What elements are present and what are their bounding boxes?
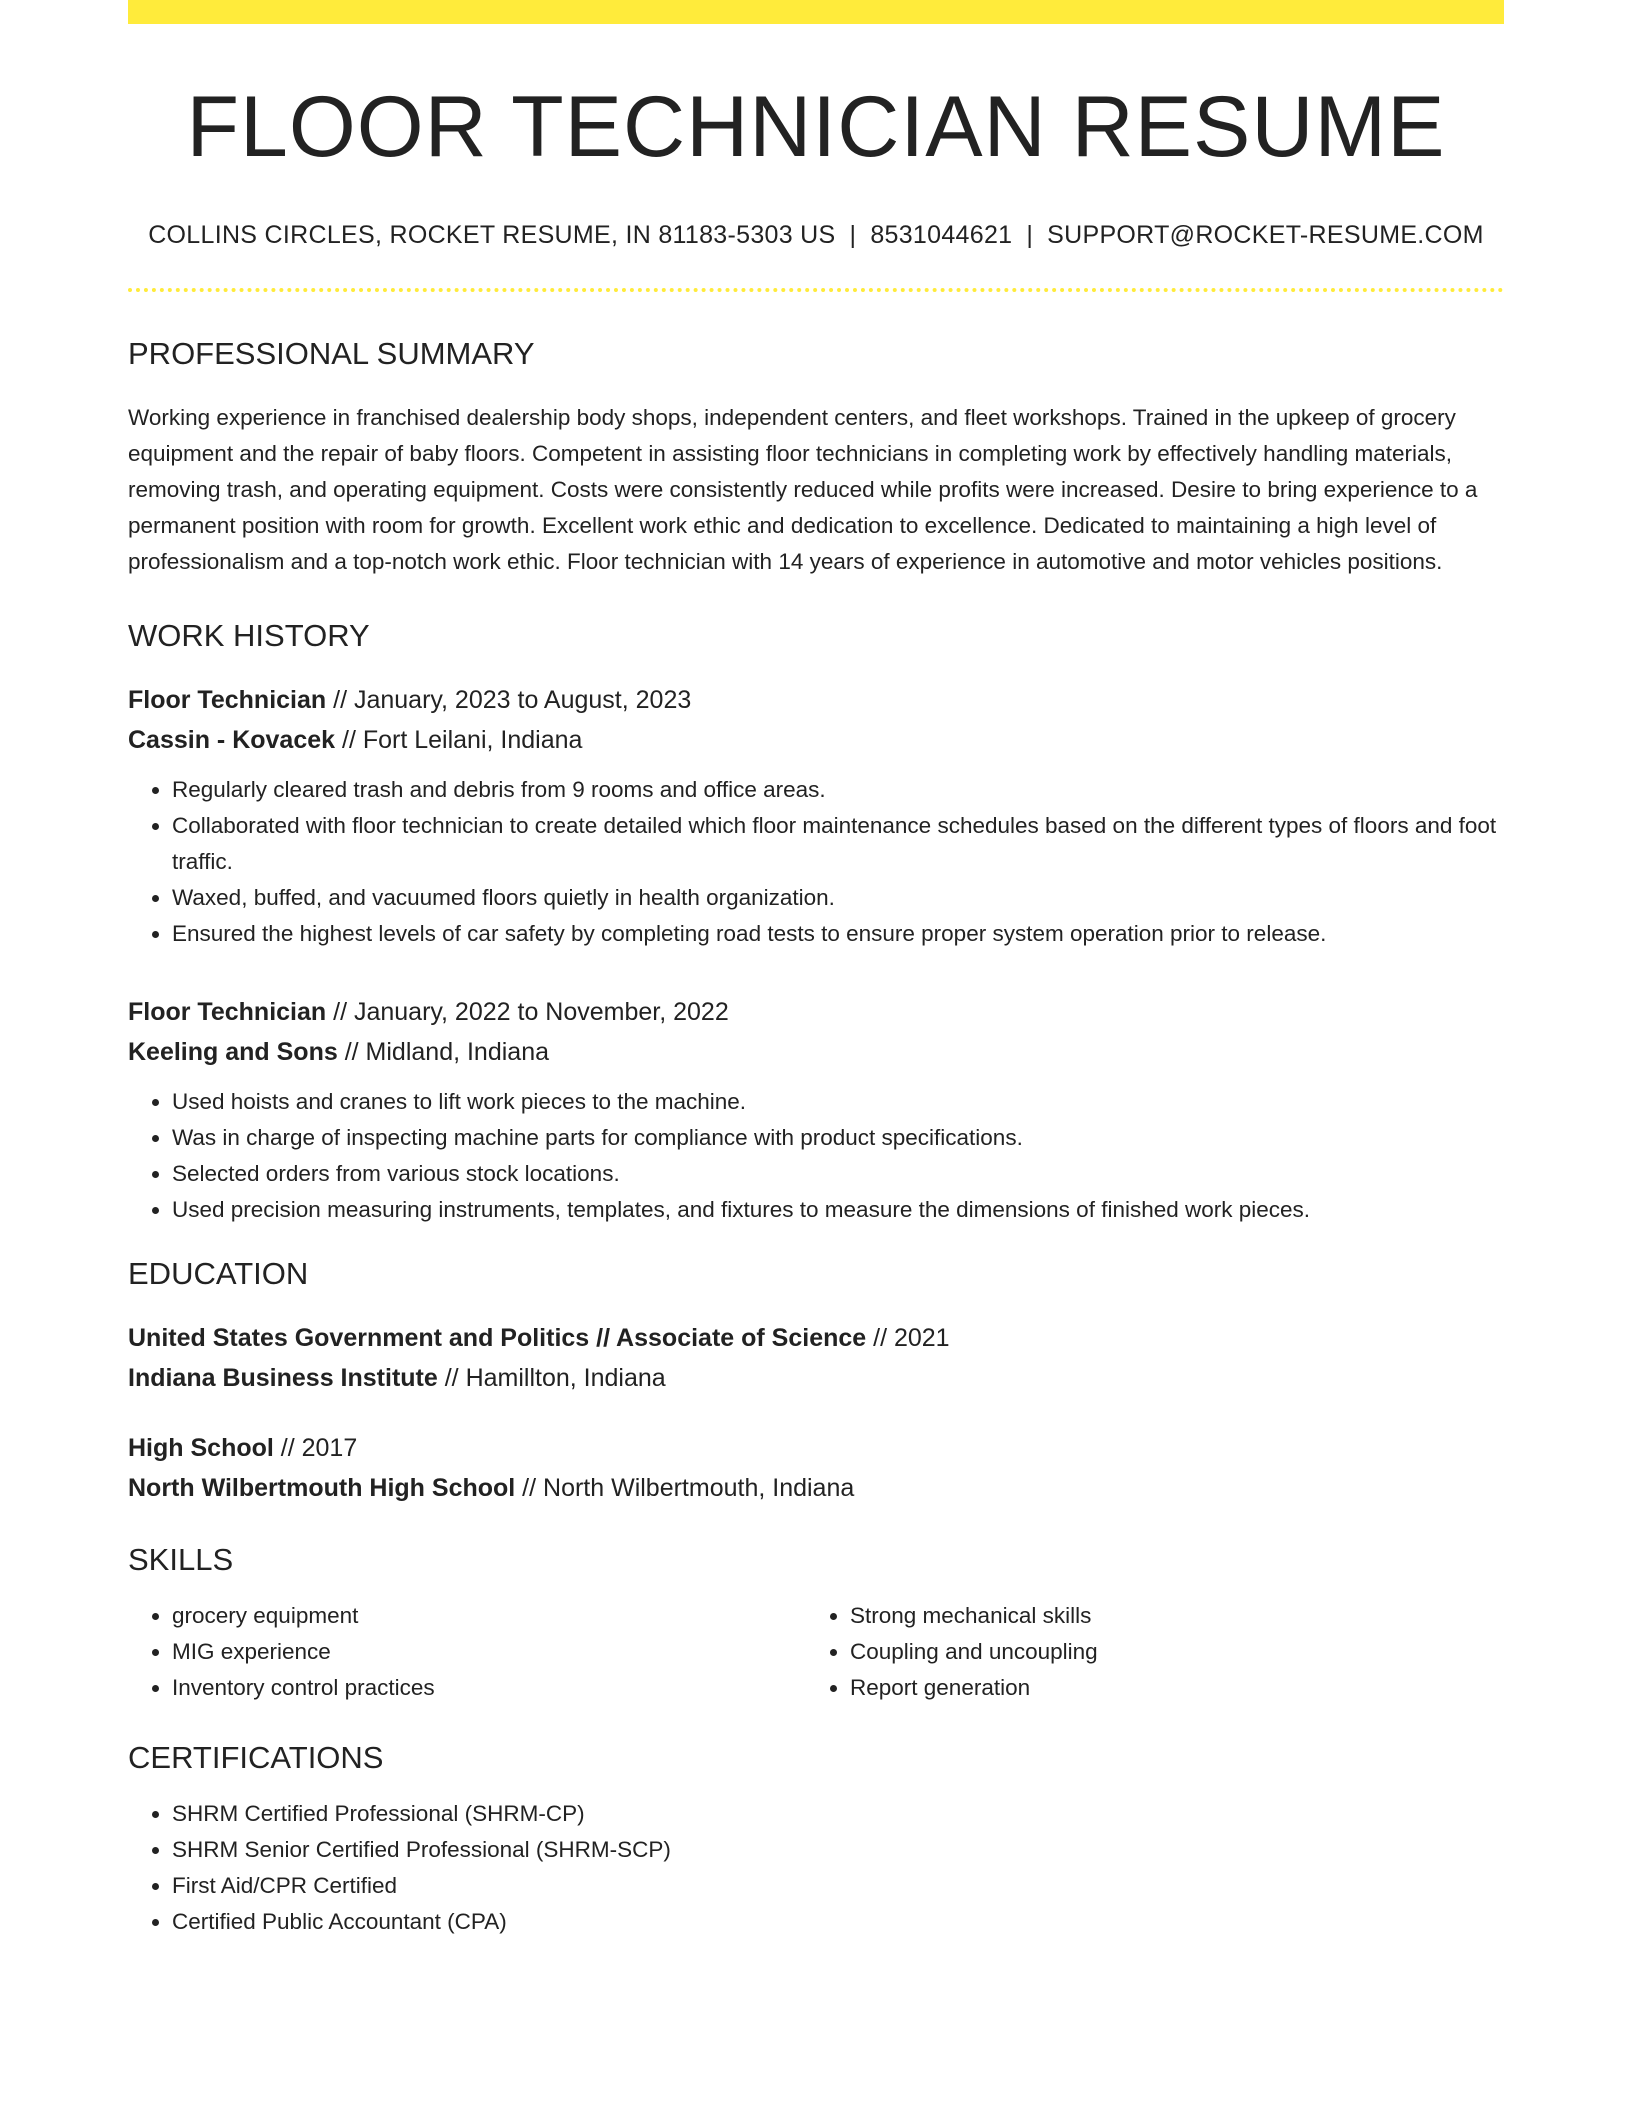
list-item: • Used hoists and cranes to lift work pieces to the machine. xyxy=(172,1084,1504,1120)
job-title: Floor Technician xyxy=(128,997,327,1026)
job-dates: // January, 2023 to August, 2023 xyxy=(326,685,692,714)
contact-phone: 8531044621 xyxy=(870,220,1013,249)
job-location: // Midland, Indiana xyxy=(337,1037,550,1066)
contact-separator: | xyxy=(1026,220,1034,249)
list-item: • MIG experience xyxy=(172,1634,806,1670)
job-company-line xyxy=(128,1032,1504,1072)
job-title-line xyxy=(128,680,1504,720)
education-degree: High School xyxy=(128,1433,274,1462)
job-company: Cassin - Kovacek xyxy=(128,725,336,754)
list-item: • Was in charge of inspecting machine parts for compliance with product specifications. xyxy=(172,1120,1504,1156)
job-company: Keeling and Sons xyxy=(128,1037,338,1066)
job-location: // Fort Leilani, Indiana xyxy=(335,725,583,754)
skills-left-column xyxy=(128,1598,806,1706)
list-item: • Coupling and uncoupling xyxy=(850,1634,1490,1670)
dotted-divider xyxy=(128,288,1504,292)
list-item: • Strong mechanical skills xyxy=(850,1598,1490,1634)
contact-line xyxy=(128,221,1504,250)
list-item: • First Aid/CPR Certified xyxy=(172,1868,1504,1904)
certifications-heading: CERTIFICATIONS xyxy=(128,1739,384,1775)
education-school: Indiana Business Institute xyxy=(128,1363,438,1392)
summary-text: Working experience in franchised dealership body shops, independent centers, and fleet workshops. Trained in the upkeep of grocery equipment and the repair of baby floors. Competent in assisting floor technicians in completing work by effectively handling materials, removing trash, and operating equipment. Costs were consistently reduced while profits were increased. Desire to bring experience to a permanent position with room for growth. Excellent work ethic and dedication to excellence. Dedicated to maintaining a high level of professionalism and a top-notch work ethic. Floor technician with 14 years of experience in automotive and motor vehicles positions. xyxy=(128,404,1478,574)
job-entry xyxy=(128,992,1504,1228)
list-item: • Certified Public Accountant (CPA) xyxy=(172,1904,1504,1940)
skills-right-column xyxy=(806,1598,1490,1706)
education-year: // 2021 xyxy=(866,1323,950,1352)
list-item: • Selected orders from various stock locations. xyxy=(172,1156,1504,1192)
contact-separator: | xyxy=(849,220,857,249)
job-dates: // January, 2022 to November, 2022 xyxy=(326,997,729,1026)
education-entry xyxy=(128,1318,1504,1398)
list-item: • Collaborated with floor technician to create detailed which floor maintenance schedules based on the different types of floors and foot traffic. xyxy=(172,808,1504,880)
skills-grid xyxy=(128,1598,1504,1706)
job-title-line xyxy=(128,992,1504,1032)
work-history-heading: WORK HISTORY xyxy=(128,617,370,653)
education-degree: United States Government and Politics // Associate of Science xyxy=(128,1323,867,1352)
education-degree-line xyxy=(128,1428,1504,1468)
accent-bar xyxy=(128,0,1504,24)
job-title: Floor Technician xyxy=(128,685,327,714)
list-item: • Regularly cleared trash and debris from 9 rooms and office areas. xyxy=(172,772,1504,808)
summary-heading: PROFESSIONAL SUMMARY xyxy=(128,335,535,371)
education-year: // 2017 xyxy=(273,1433,358,1462)
education-degree-line xyxy=(128,1318,1504,1358)
education-school-line xyxy=(128,1468,1504,1508)
certifications-list xyxy=(128,1796,1504,1940)
list-item: • grocery equipment xyxy=(172,1598,806,1634)
list-item: • SHRM Certified Professional (SHRM-CP) xyxy=(172,1796,1504,1832)
list-item: • Ensured the highest levels of car safety by completing road tests to ensure proper system operation prior to release. xyxy=(172,916,1504,952)
education-school: North Wilbertmouth High School xyxy=(128,1473,516,1502)
list-item: • Report generation xyxy=(850,1670,1490,1706)
education-location: // North Wilbertmouth, Indiana xyxy=(515,1473,855,1502)
job-bullets xyxy=(128,1084,1504,1228)
contact-address: COLLINS CIRCLES, ROCKET RESUME, IN 81183-5303 US xyxy=(148,220,836,249)
list-item: • Used precision measuring instruments, templates, and fixtures to measure the dimensions of finished work pieces. xyxy=(172,1192,1504,1228)
education-school-line xyxy=(128,1358,1504,1398)
list-item: • Waxed, buffed, and vacuumed floors quietly in health organization. xyxy=(172,880,1504,916)
job-company-line xyxy=(128,720,1504,760)
education-location: // Hamillton, Indiana xyxy=(437,1363,666,1392)
list-item: • Inventory control practices xyxy=(172,1670,806,1706)
contact-email: SUPPORT@ROCKET-RESUME.COM xyxy=(1047,220,1484,249)
skills-heading: SKILLS xyxy=(128,1541,234,1577)
education-heading: EDUCATION xyxy=(128,1255,309,1291)
job-entry xyxy=(128,680,1504,952)
resume-title: FLOOR TECHNICIAN RESUME xyxy=(186,79,1446,175)
education-entry xyxy=(128,1428,1504,1508)
resume-page xyxy=(128,0,1504,1940)
list-item: • SHRM Senior Certified Professional (SHRM-SCP) xyxy=(172,1832,1504,1868)
job-bullets xyxy=(128,772,1504,952)
